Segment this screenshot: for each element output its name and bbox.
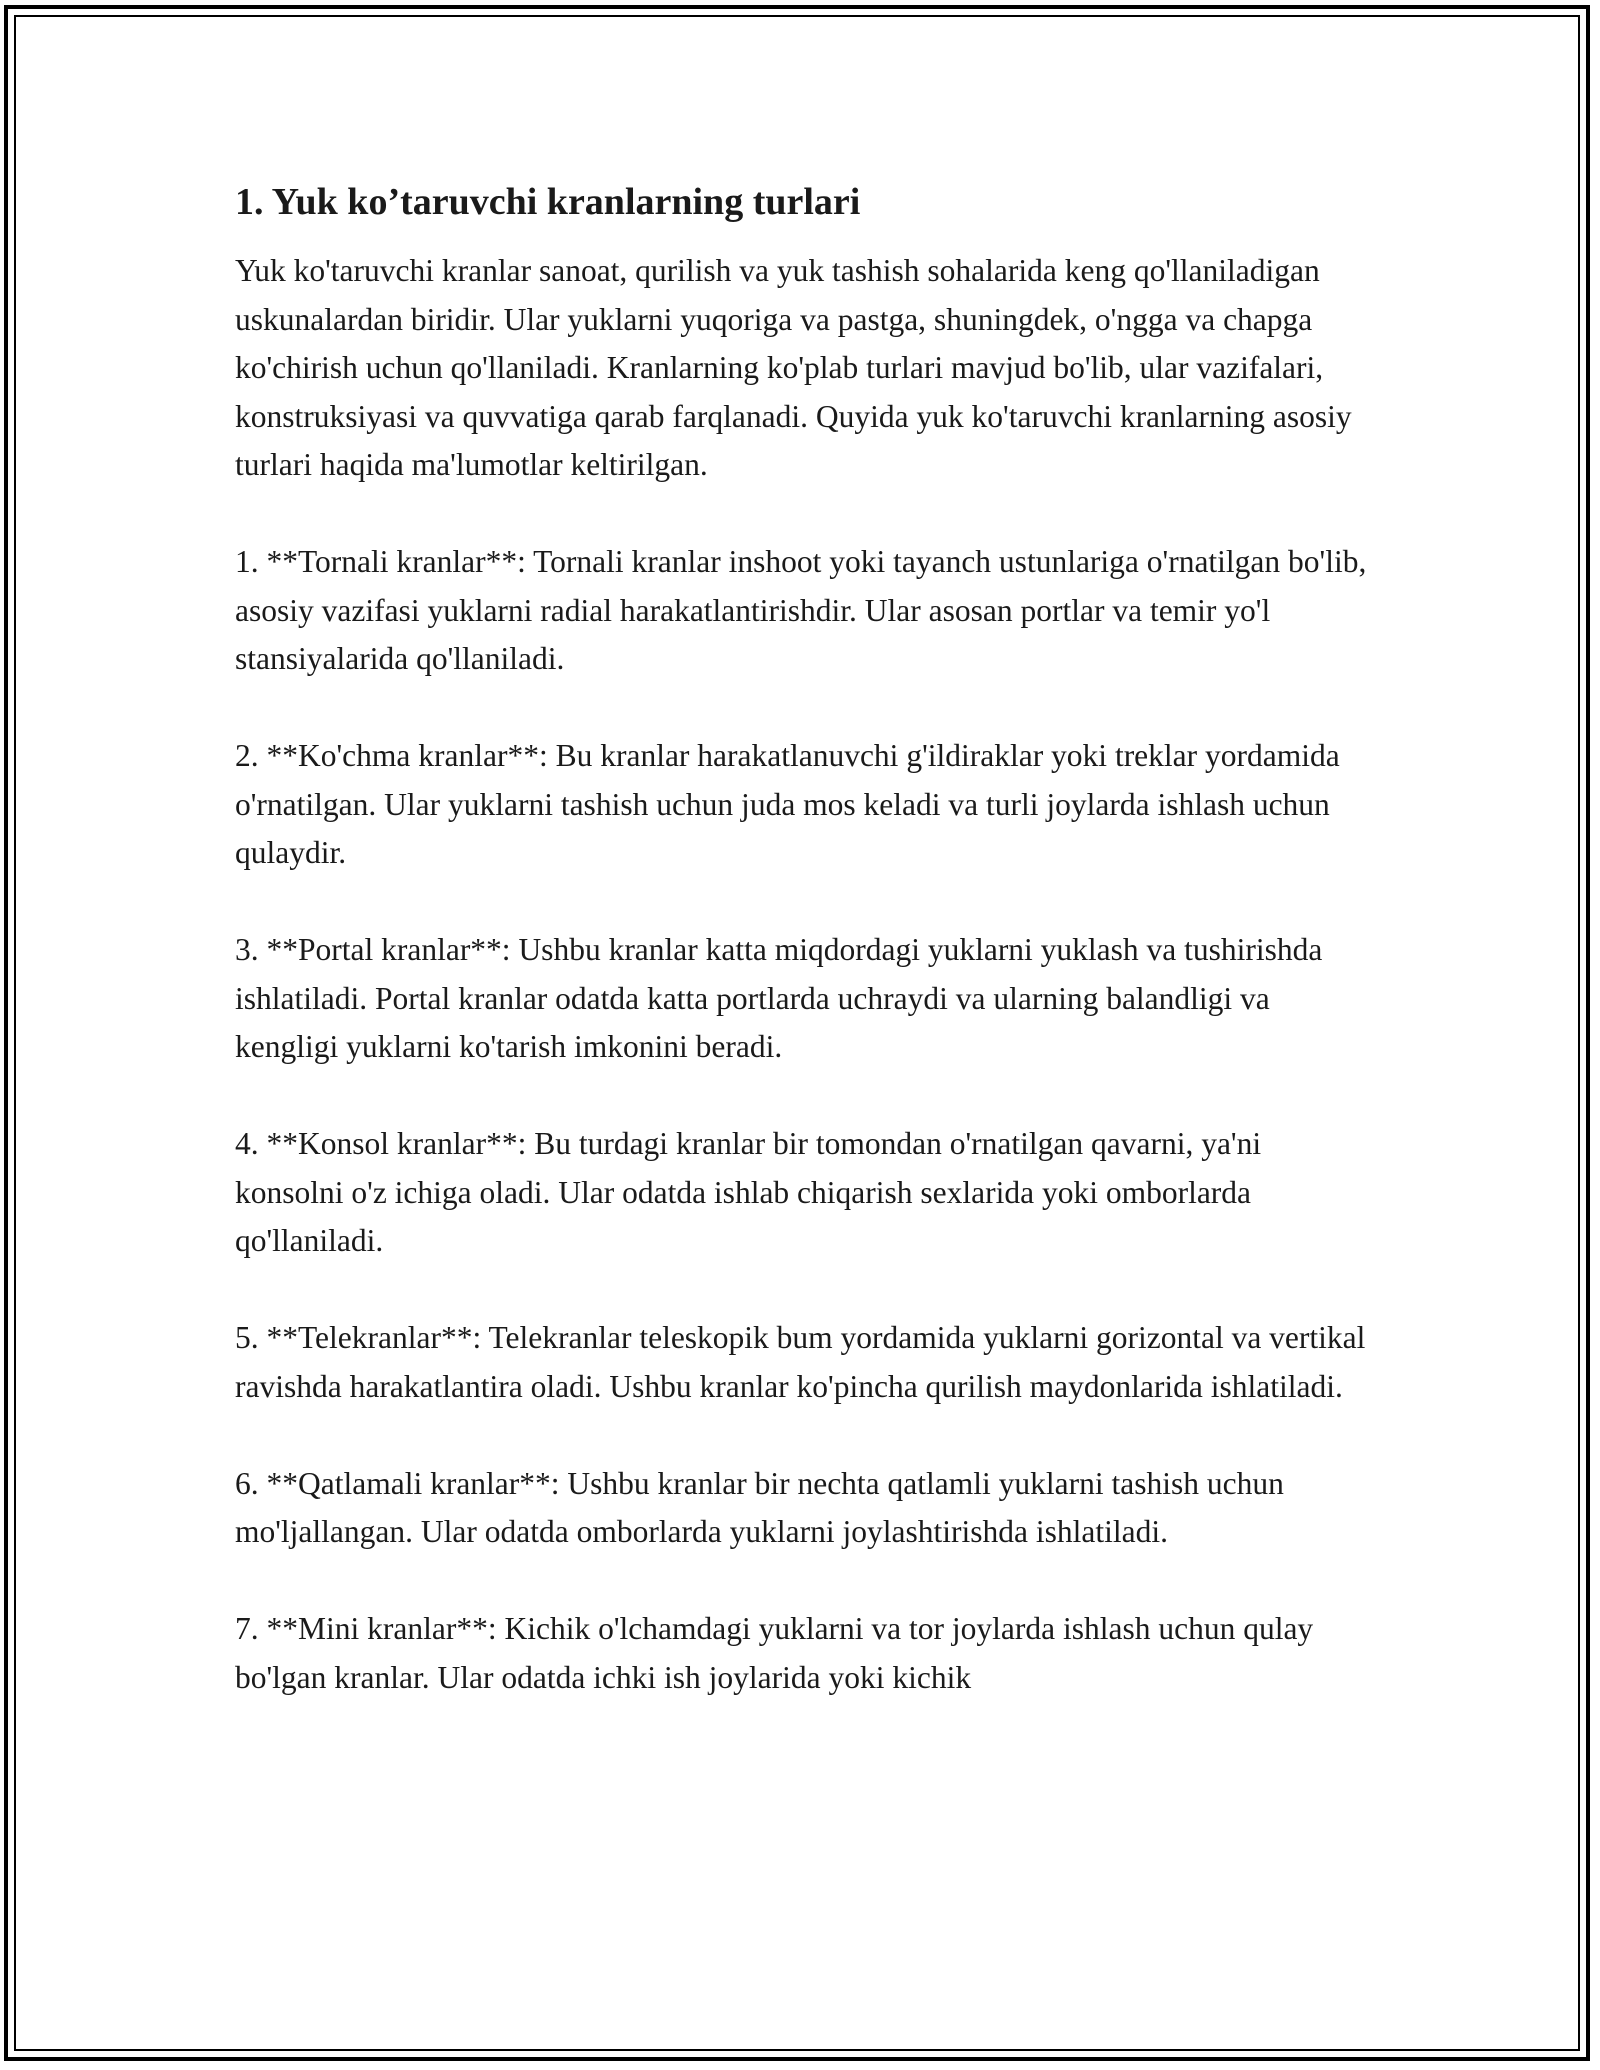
list-item-telekranlar: 5. **Telekranlar**: Telekranlar teleskopik bum yordamida yuklarni gorizontal va vertikal ravishda harakatlantira oladi. Ushbu kranlar ko'pincha qurilish maydonlarida ishlatiladi. xyxy=(235,1320,1366,1404)
document-body xyxy=(235,178,1375,1751)
list-item-kochma-kranlar: 2. **Ko'chma kranlar**: Bu kranlar harakatlanuvchi g'ildiraklar yoki treklar yordamida o'rnatilgan. Ular yuklarni tashish uchun juda mos keladi va turli joylarda ishlash uchun qulaydir. xyxy=(235,738,1340,871)
list-item-tornali-kranlar: 1. **Tornali kranlar**: Tornali kranlar inshoot yoki tayanch ustunlariga o'rnatilgan bo'lib, asosiy vazifasi yuklarni radial harakatlantirishdir. Ular asosan portlar va temir yo'l stansiyalarida qo'llaniladi. xyxy=(235,544,1367,677)
list-item-portal-kranlar: 3. **Portal kranlar**: Ushbu kranlar katta miqdordagi yuklarni yuklash va tushirishda ishlatiladi. Portal kranlar odatda katta portlarda uchraydi va ularning balandligi va kengligi yuklarni ko'tarish imkonini beradi. xyxy=(235,932,1323,1065)
list-item-konsol-kranlar: 4. **Konsol kranlar**: Bu turdagi kranlar bir tomondan o'rnatilgan qavarni, ya'ni konsolni o'z ichiga oladi. Ular odatda ishlab chiqarish sexlarida yoki omborlarda qo'llaniladi. xyxy=(235,1126,1262,1259)
document-title: 1. Yuk ko’taruvchi kranlarning turlari xyxy=(235,181,861,223)
intro-paragraph: Yuk ko'taruvchi kranlar sanoat, qurilish va yuk tashish sohalarida keng qo'llaniladigan uskunalardan biridir. Ular yuklarni yuqoriga va pastga, shuningdek, o'ngga va chapga ko'chirish uchun qo'llaniladi. Kranlarning ko'plab turlari mavjud bo'lib, ular vazifalari, konstruksiyasi va quvvatiga qarab farqlanadi. Quyida yuk ko'taruvchi kranlarning asosiy turlari haqida ma'lumotlar keltirilgan. xyxy=(235,253,1352,483)
list-item-mini-kranlar: 7. **Mini kranlar**: Kichik o'lchamdagi yuklarni va tor joylarda ishlash uchun qulay bo'lgan kranlar. Ular odatda ichki ish joylarida yoki kichik xyxy=(235,1611,1314,1695)
list-item-qatlamali-kranlar: 6. **Qatlamali kranlar**: Ushbu kranlar bir nechta qatlamli yuklarni tashish uchun mo'ljallangan. Ular odatda omborlarda yuklarni joylashtirishda ishlatiladi. xyxy=(235,1465,1284,1550)
